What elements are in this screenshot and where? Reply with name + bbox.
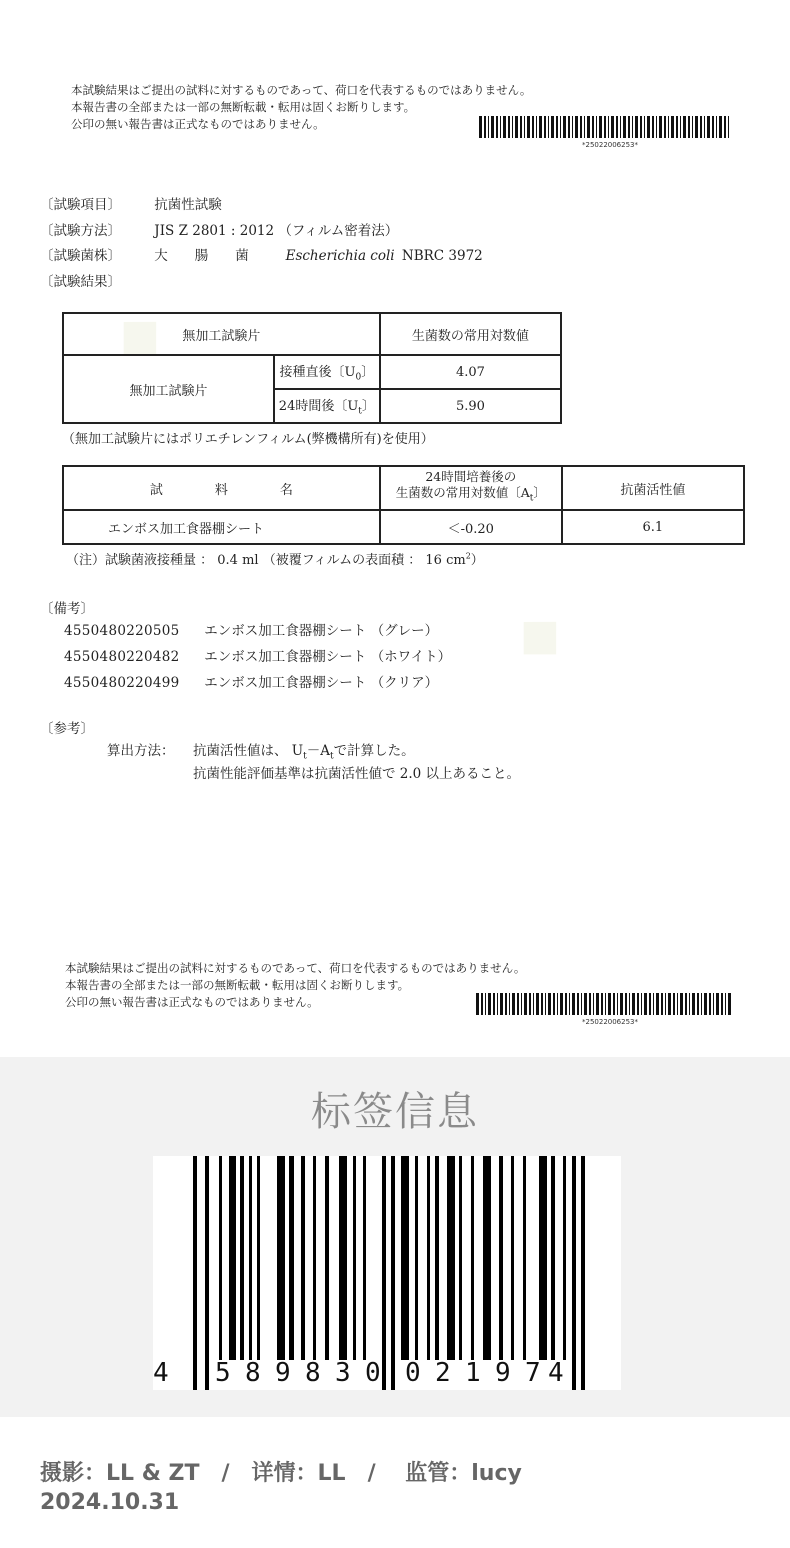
barcode-bar (572, 993, 575, 1015)
barcode-bar (704, 116, 705, 138)
barcode-bar (581, 993, 582, 1015)
barcode-bar (617, 993, 618, 1015)
barcode-bar (592, 116, 594, 138)
barcode-bar (219, 1156, 222, 1360)
barcode-bar (523, 1156, 526, 1360)
barcode-bar (481, 993, 483, 1015)
barcode-bar (488, 993, 491, 1015)
barcode-bar (415, 1156, 418, 1360)
barcode-bar (716, 116, 717, 138)
barcode-bar (205, 1156, 209, 1390)
barcode-bar (560, 116, 561, 138)
barcode-digit: 4 (548, 1358, 564, 1388)
barcode-digit: 9 (495, 1358, 511, 1388)
control-header-left: 無加工試験片 (63, 313, 380, 355)
control-row1-value: 4.07 (380, 355, 561, 389)
barcode-bar (656, 993, 659, 1015)
barcode-bar (700, 116, 702, 138)
barcode-bar (647, 116, 650, 138)
barcode-bar (635, 116, 638, 138)
label-title: 标签信息 (311, 1089, 479, 1135)
barcode-bar (632, 116, 633, 138)
barcode-bar (193, 1156, 197, 1390)
barcode-digit: 3 (335, 1358, 351, 1388)
barcode-bar (363, 1156, 366, 1360)
barcode-bar (565, 993, 567, 1015)
barcode-bar (656, 116, 657, 138)
result-header-name: 試 料 名 (63, 466, 380, 510)
barcode-bar (676, 116, 678, 138)
barcode-digit: 8 (305, 1358, 321, 1388)
barcode-bar (563, 116, 566, 138)
barcode-bar (704, 993, 707, 1015)
test-method-value: JIS Z 2801 : 2012 （フィルム密着法） (154, 223, 399, 239)
barcode-bar (551, 1156, 555, 1360)
barcode-bar (649, 993, 651, 1015)
barcode-bar (688, 116, 690, 138)
barcode-bar (499, 1156, 503, 1360)
barcode-bar (716, 993, 719, 1015)
remark-name: エンボス加工食器棚シート （グレー） (204, 623, 439, 639)
barcode-bar (539, 116, 542, 138)
barcode-bar (728, 116, 729, 138)
barcode-bar (509, 993, 510, 1015)
barcode-bar (459, 1156, 462, 1360)
barcode-digit: 0 (405, 1358, 421, 1388)
barcode-bar (479, 116, 482, 138)
credits-date: 2024.10.31 (40, 1490, 180, 1515)
barcode-bar (563, 1156, 566, 1360)
barcode-bar (447, 1156, 455, 1360)
barcode-bar (689, 993, 690, 1015)
barcode-bar (605, 993, 606, 1015)
disclaimer-top (71, 82, 531, 133)
calc-line-2: 抗菌性能評価基準は抗菌活性値で 2.0 以上あること。 (193, 766, 521, 782)
remark-code: 4550480220482 (64, 649, 180, 665)
barcode-bar (483, 1156, 491, 1360)
barcode-bar (560, 993, 563, 1015)
test-item-label: 〔試験項目〕 (40, 197, 121, 213)
barcode-bar (485, 993, 486, 1015)
control-row-label: 無加工試験片 (63, 355, 274, 423)
barcode-bar (524, 116, 525, 138)
barcode-bar (692, 993, 695, 1015)
disclaimer-bottom (65, 960, 525, 1011)
barcode-bar (257, 1156, 260, 1360)
barcode-bar (521, 993, 522, 1015)
barcode-bar (471, 1156, 474, 1360)
barcode-bar (668, 993, 671, 1015)
test-method-row (40, 219, 398, 239)
credits-line: 摄影：LL & ZT / 详情：LL / 监管：lucy (40, 1461, 522, 1486)
barcode-bar (697, 993, 699, 1015)
barcode-bar (401, 1156, 409, 1360)
barcode-bar (533, 993, 534, 1015)
barcode-bar (593, 993, 594, 1015)
barcode-bar (596, 116, 597, 138)
report-barcode-bars (476, 993, 734, 1015)
barcode-bar (587, 116, 590, 138)
result-header-right: 抗菌活性値 (562, 466, 744, 510)
barcode-bar (641, 993, 642, 1015)
barcode-digit: 5 (215, 1358, 231, 1388)
result-table (62, 465, 745, 545)
barcode-digit: 8 (245, 1358, 261, 1388)
barcode-bar (484, 116, 486, 138)
barcode-bar (569, 993, 570, 1015)
barcode-bar (661, 993, 663, 1015)
barcode-bar (644, 993, 647, 1015)
remark-item (64, 619, 438, 639)
barcode-bar (613, 993, 615, 1015)
barcode-bar (713, 993, 714, 1015)
control-table (62, 312, 562, 424)
barcode-bar (556, 116, 558, 138)
test-strain-jp: 大 腸 菌 (154, 248, 249, 264)
reference-label: 〔参考〕 (40, 721, 94, 737)
control-header-right: 生菌数の常用対数値 (380, 313, 561, 355)
barcode-bar (608, 993, 611, 1015)
disclaimer-line: 公印の無い報告書は正式なものではありません。 (65, 995, 319, 1009)
test-strain-row (40, 244, 483, 264)
barcode-bar (665, 993, 666, 1015)
barcode-digit: 0 (365, 1358, 381, 1388)
result-note: （注）試験菌液接種量 ： 0.4 ml （被覆フィルムの表面積 ： 16 $cm^2$） (66, 551, 484, 568)
barcode-bar (728, 993, 731, 1015)
barcode-bar (391, 1156, 395, 1390)
barcode-bar (680, 993, 683, 1015)
barcode-bar (488, 116, 489, 138)
barcode-bar (725, 993, 726, 1015)
barcode-bar (685, 993, 687, 1015)
barcode-bar (512, 116, 513, 138)
barcode-bar (496, 116, 498, 138)
disclaimer-line: 本試験結果はご提出の試料に対するものであって、荷口を代表するものではありません。 (65, 961, 526, 975)
barcode-bar (683, 116, 686, 138)
barcode-bar (575, 116, 578, 138)
product-barcode (153, 1156, 621, 1390)
barcode-bar (644, 116, 645, 138)
result-row-name: エンボス加工食器棚シート (63, 510, 380, 544)
barcode-bar (709, 993, 711, 1015)
barcode-bar (382, 1156, 386, 1390)
report-barcode-bottom (476, 993, 734, 1017)
barcode-bar (427, 1156, 430, 1360)
barcode-bar (629, 993, 630, 1015)
barcode-bar (616, 116, 618, 138)
barcode-bar (692, 116, 693, 138)
barcode-bar (707, 116, 710, 138)
barcode-bar (589, 993, 591, 1015)
barcode-bar (584, 116, 585, 138)
disclaimer-line: 本試験結果はご提出の試料に対するものであって、荷口を代表するものではありません。 (71, 83, 532, 97)
barcode-bar (632, 993, 635, 1015)
barcode-bar (652, 116, 654, 138)
barcode-bar (568, 116, 570, 138)
remark-code: 4550480220499 (64, 675, 180, 691)
remark-item (64, 645, 451, 665)
barcode-bar (604, 116, 606, 138)
barcode-bar (503, 116, 506, 138)
barcode-bar (545, 993, 546, 1015)
barcode-bar (544, 116, 546, 138)
barcode-digit: 9 (275, 1358, 291, 1388)
test-strain-label: 〔試験菌株〕 (40, 248, 121, 264)
barcode-bar (529, 993, 531, 1015)
remark-item (64, 671, 438, 691)
barcode-bar (557, 993, 558, 1015)
barcode-bar (541, 993, 543, 1015)
barcode-bar (532, 116, 534, 138)
disclaimer-line: 本報告書の全部または一部の無断転載・転用は固くお断りします。 (65, 978, 410, 992)
barcode-bar (249, 1156, 252, 1360)
barcode-bar (580, 116, 582, 138)
remark-code: 4550480220505 (64, 623, 180, 639)
barcode-bar (497, 993, 498, 1015)
barcode-bar (584, 993, 587, 1015)
test-result-label: 〔試験結果〕 (40, 274, 121, 290)
barcode-bar (524, 993, 527, 1015)
barcode-bar (493, 993, 495, 1015)
product-barcode-bars (153, 1156, 621, 1390)
barcode-bar (724, 116, 726, 138)
barcode-bar (536, 116, 537, 138)
barcode-bar (548, 993, 551, 1015)
result-header-mid: 24時間培養後の 生菌数の常用対数値〔$A_t$〕 (380, 466, 562, 510)
barcode-bar (500, 116, 501, 138)
barcode-bar (515, 116, 518, 138)
barcode-bar (695, 116, 698, 138)
barcode-digit: 4 (153, 1358, 169, 1388)
barcode-bar (325, 1156, 329, 1360)
control-row1-label: 接種直後〔$U_0$〕 (274, 355, 380, 389)
barcode-bar (572, 1156, 576, 1390)
barcode-bar (637, 993, 639, 1015)
barcode-bar (551, 116, 554, 138)
barcode-bar (680, 116, 681, 138)
control-note: （無加工試験片にはポリエチレンフィルム(弊機構所有)を使用） (62, 432, 434, 447)
barcode-bar (435, 1156, 439, 1360)
barcode-bar (721, 993, 723, 1015)
barcode-bar (508, 116, 510, 138)
barcode-bar (712, 116, 714, 138)
barcode-bar (277, 1156, 285, 1360)
barcode-bar (500, 993, 503, 1015)
barcode-bar (673, 993, 675, 1015)
test-method-label: 〔試験方法〕 (40, 223, 121, 239)
barcode-bar (572, 116, 573, 138)
barcode-bar (577, 993, 579, 1015)
barcode-bar (581, 1156, 585, 1390)
watermark: ◆ (502, 593, 585, 677)
barcode-bar (599, 116, 602, 138)
barcode-bar (511, 1156, 514, 1360)
barcode-bar (653, 993, 654, 1015)
report-barcode-bars (479, 116, 733, 138)
result-row-mid: ＜-0.20 (380, 510, 562, 544)
control-row2-value: 5.90 (380, 389, 561, 423)
barcode-bar (491, 116, 494, 138)
barcode-bar (677, 993, 678, 1015)
test-item-row (40, 193, 222, 213)
barcode-bar (553, 993, 555, 1015)
barcode-bar (548, 116, 549, 138)
barcode-bar (289, 1156, 294, 1360)
barcode-bar (353, 1156, 356, 1360)
disclaimer-line: 公印の無い報告書は正式なものではありません。 (71, 117, 325, 131)
barcode-bar (620, 116, 621, 138)
barcode-bar (536, 993, 539, 1015)
barcode-bar (701, 993, 702, 1015)
barcode-bar (517, 993, 519, 1015)
report-barcode-top (479, 116, 733, 140)
barcode-bar (608, 116, 609, 138)
barcode-bar (664, 116, 666, 138)
barcode-bar (640, 116, 642, 138)
result-row-right: 6.1 (562, 510, 744, 544)
barcode-bar (611, 116, 614, 138)
barcode-bar (520, 116, 522, 138)
report-barcode-number: *25022006253* (582, 141, 638, 149)
control-row2-label: 24時間後〔$U_t$〕 (274, 389, 380, 423)
barcode-bar (240, 1156, 244, 1360)
barcode-digit: 1 (465, 1358, 481, 1388)
test-strain-code: NBRC 3972 (401, 248, 483, 264)
barcode-bar (719, 116, 722, 138)
calc-method-label: 算出方法： (107, 743, 175, 759)
remark-name: エンボス加工食器棚シート （クリア） (204, 675, 439, 691)
barcode-digit: 7 (525, 1358, 541, 1388)
barcode-bar (601, 993, 603, 1015)
barcode-bar (671, 116, 674, 138)
disclaimer-line: 本報告書の全部または一部の無断転載・転用は固くお断りします。 (71, 100, 416, 114)
barcode-bar (512, 993, 515, 1015)
report-barcode-number: *25022006253* (582, 1018, 638, 1026)
barcode-digit: 2 (435, 1358, 451, 1388)
watermark: ◆ (102, 293, 185, 377)
remarks-label: 〔備考〕 (40, 601, 94, 617)
barcode-bar (229, 1156, 236, 1360)
test-item-value: 抗菌性試験 (154, 197, 222, 213)
barcode-bar (659, 116, 662, 138)
barcode-bar (527, 116, 530, 138)
remark-name: エンボス加工食器棚シート （ホワイト） (204, 649, 452, 665)
barcode-bar (625, 993, 627, 1015)
barcode-bar (628, 116, 630, 138)
calc-line-1: 抗菌活性値は、 $U_t-A_t$で計算した。 (193, 743, 415, 762)
barcode-bar (596, 993, 599, 1015)
test-strain-latin: Escherichia coli (285, 248, 395, 264)
barcode-bar (476, 993, 479, 1015)
barcode-bar (539, 1156, 547, 1360)
barcode-bar (313, 1156, 316, 1360)
barcode-bar (668, 116, 669, 138)
barcode-bar (505, 993, 507, 1015)
barcode-bar (620, 993, 623, 1015)
barcode-bar (301, 1156, 305, 1360)
barcode-bar (339, 1156, 347, 1360)
barcode-bar (623, 116, 626, 138)
